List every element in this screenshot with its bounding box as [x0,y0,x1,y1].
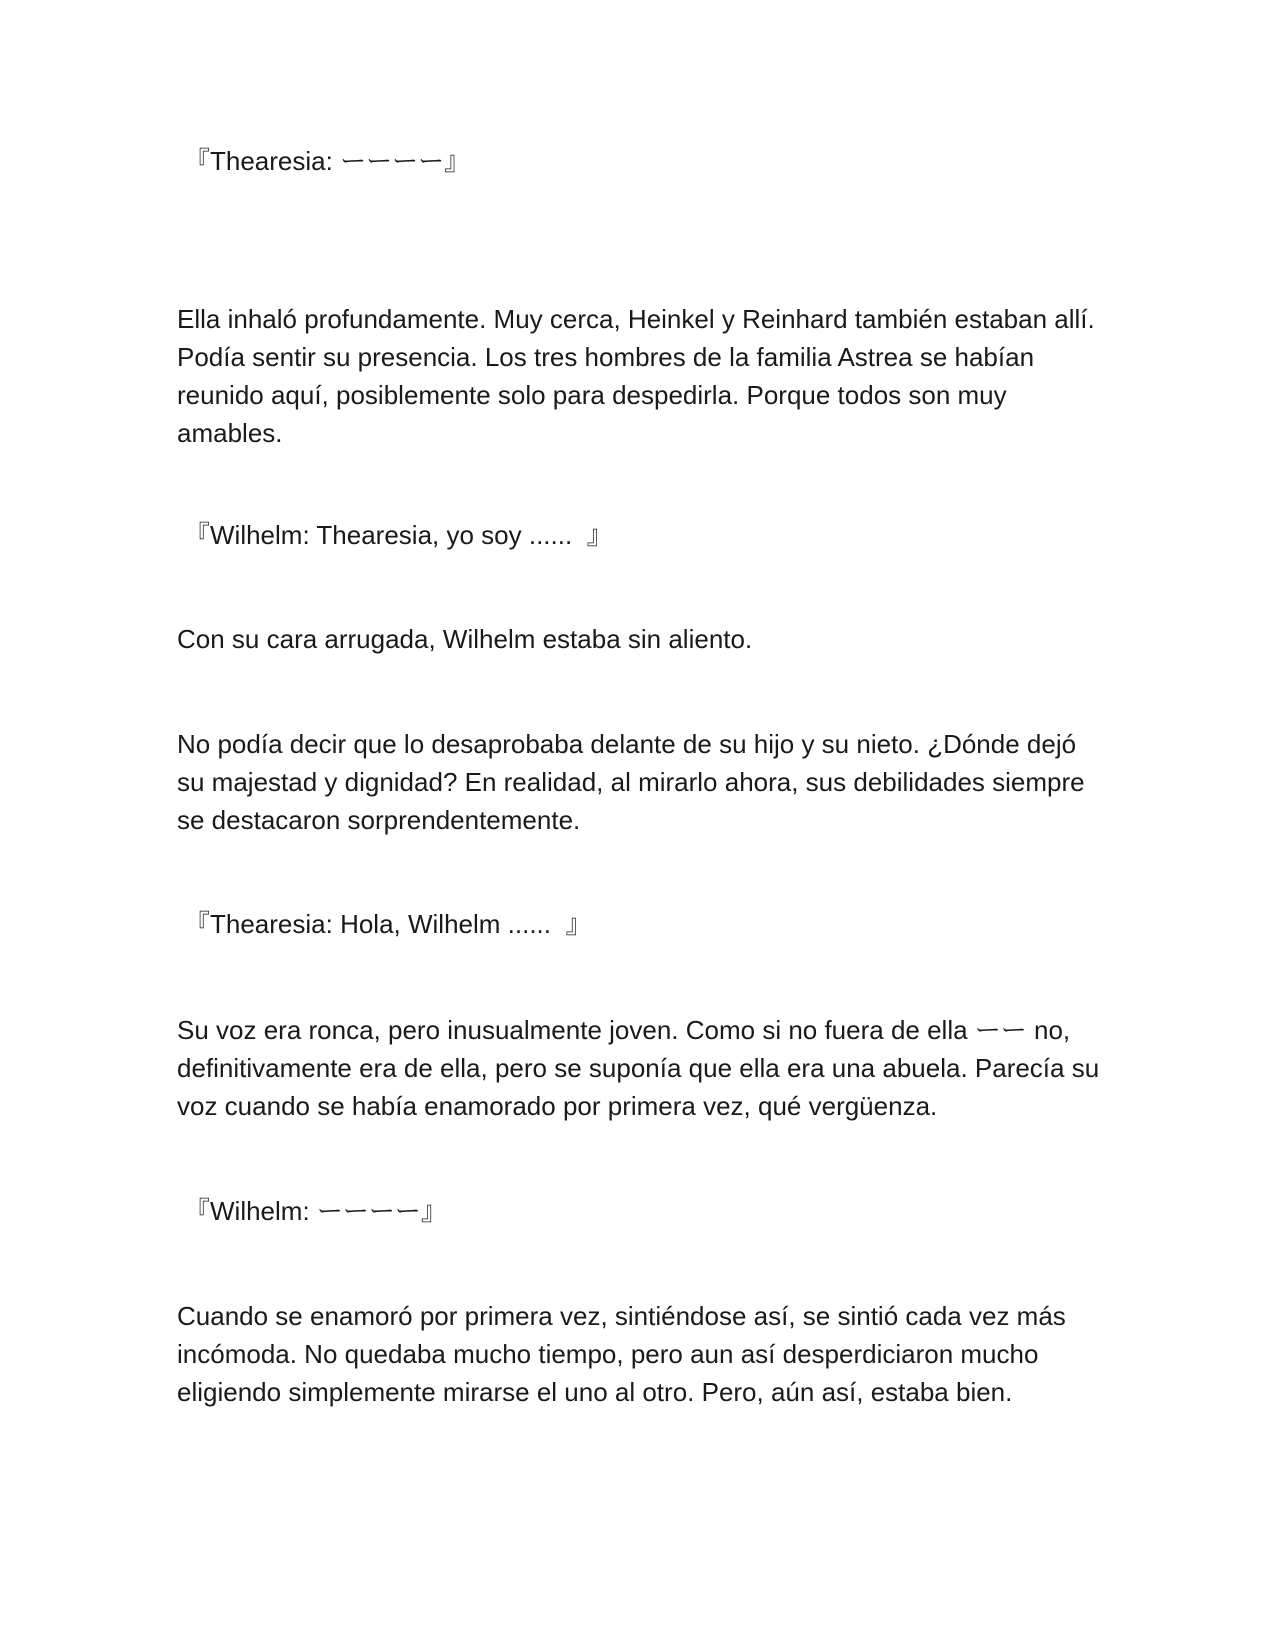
paragraph-wrinkled-face: Con su cara arrugada, Wilhelm estaba sin aliento. [177,624,753,654]
paragraph-majesty: No podía decir que lo desaprobaba delante de su hijo y su nieto. ¿Dónde dejó su majestad y dignidad? En realidad, al mirarlo ahora, sus debilidades siempre se destacaron sorprendentemente. [177,729,1085,835]
dialogue-wilhelm-silence: 『Wilhelm: ーーーー』 [184,1196,447,1226]
paragraph-hoarse-voice: Su voz era ronca, pero inusualmente joven. Como si no fuera de ella ーー no, definitivamente era de ella, pero se suponía que ella era una abuela. Parecía su voz cuando se había enamorado por primera vez, qué vergüenza. [177,1015,1100,1121]
dialogue-wilhelm-yo-soy: 『Wilhelm: Thearesia, yo soy ...... 』 [184,520,613,550]
dialogue-thearesia-silence: 『Thearesia: ーーーー』 [184,146,471,176]
paragraph-inhale: Ella inhaló profundamente. Muy cerca, Heinkel y Reinhard también estaban allí. Podía sentir su presencia. Los tres hombres de la familia Astrea se habían reunido aquí, posiblemente solo para despedirla. Porque todos son muy amables. [177,304,1095,448]
paragraph-first-love: Cuando se enamoró por primera vez, sintiéndose así, se sintió cada vez más incómoda. No quedaba mucho tiempo, pero aun así desperdiciaron mucho eligiendo simplemente mirarse el uno al otro. Pero, aún así, estaba bien. [177,1301,1066,1407]
dialogue-thearesia-hola: 『Thearesia: Hola, Wilhelm ...... 』 [184,909,592,939]
